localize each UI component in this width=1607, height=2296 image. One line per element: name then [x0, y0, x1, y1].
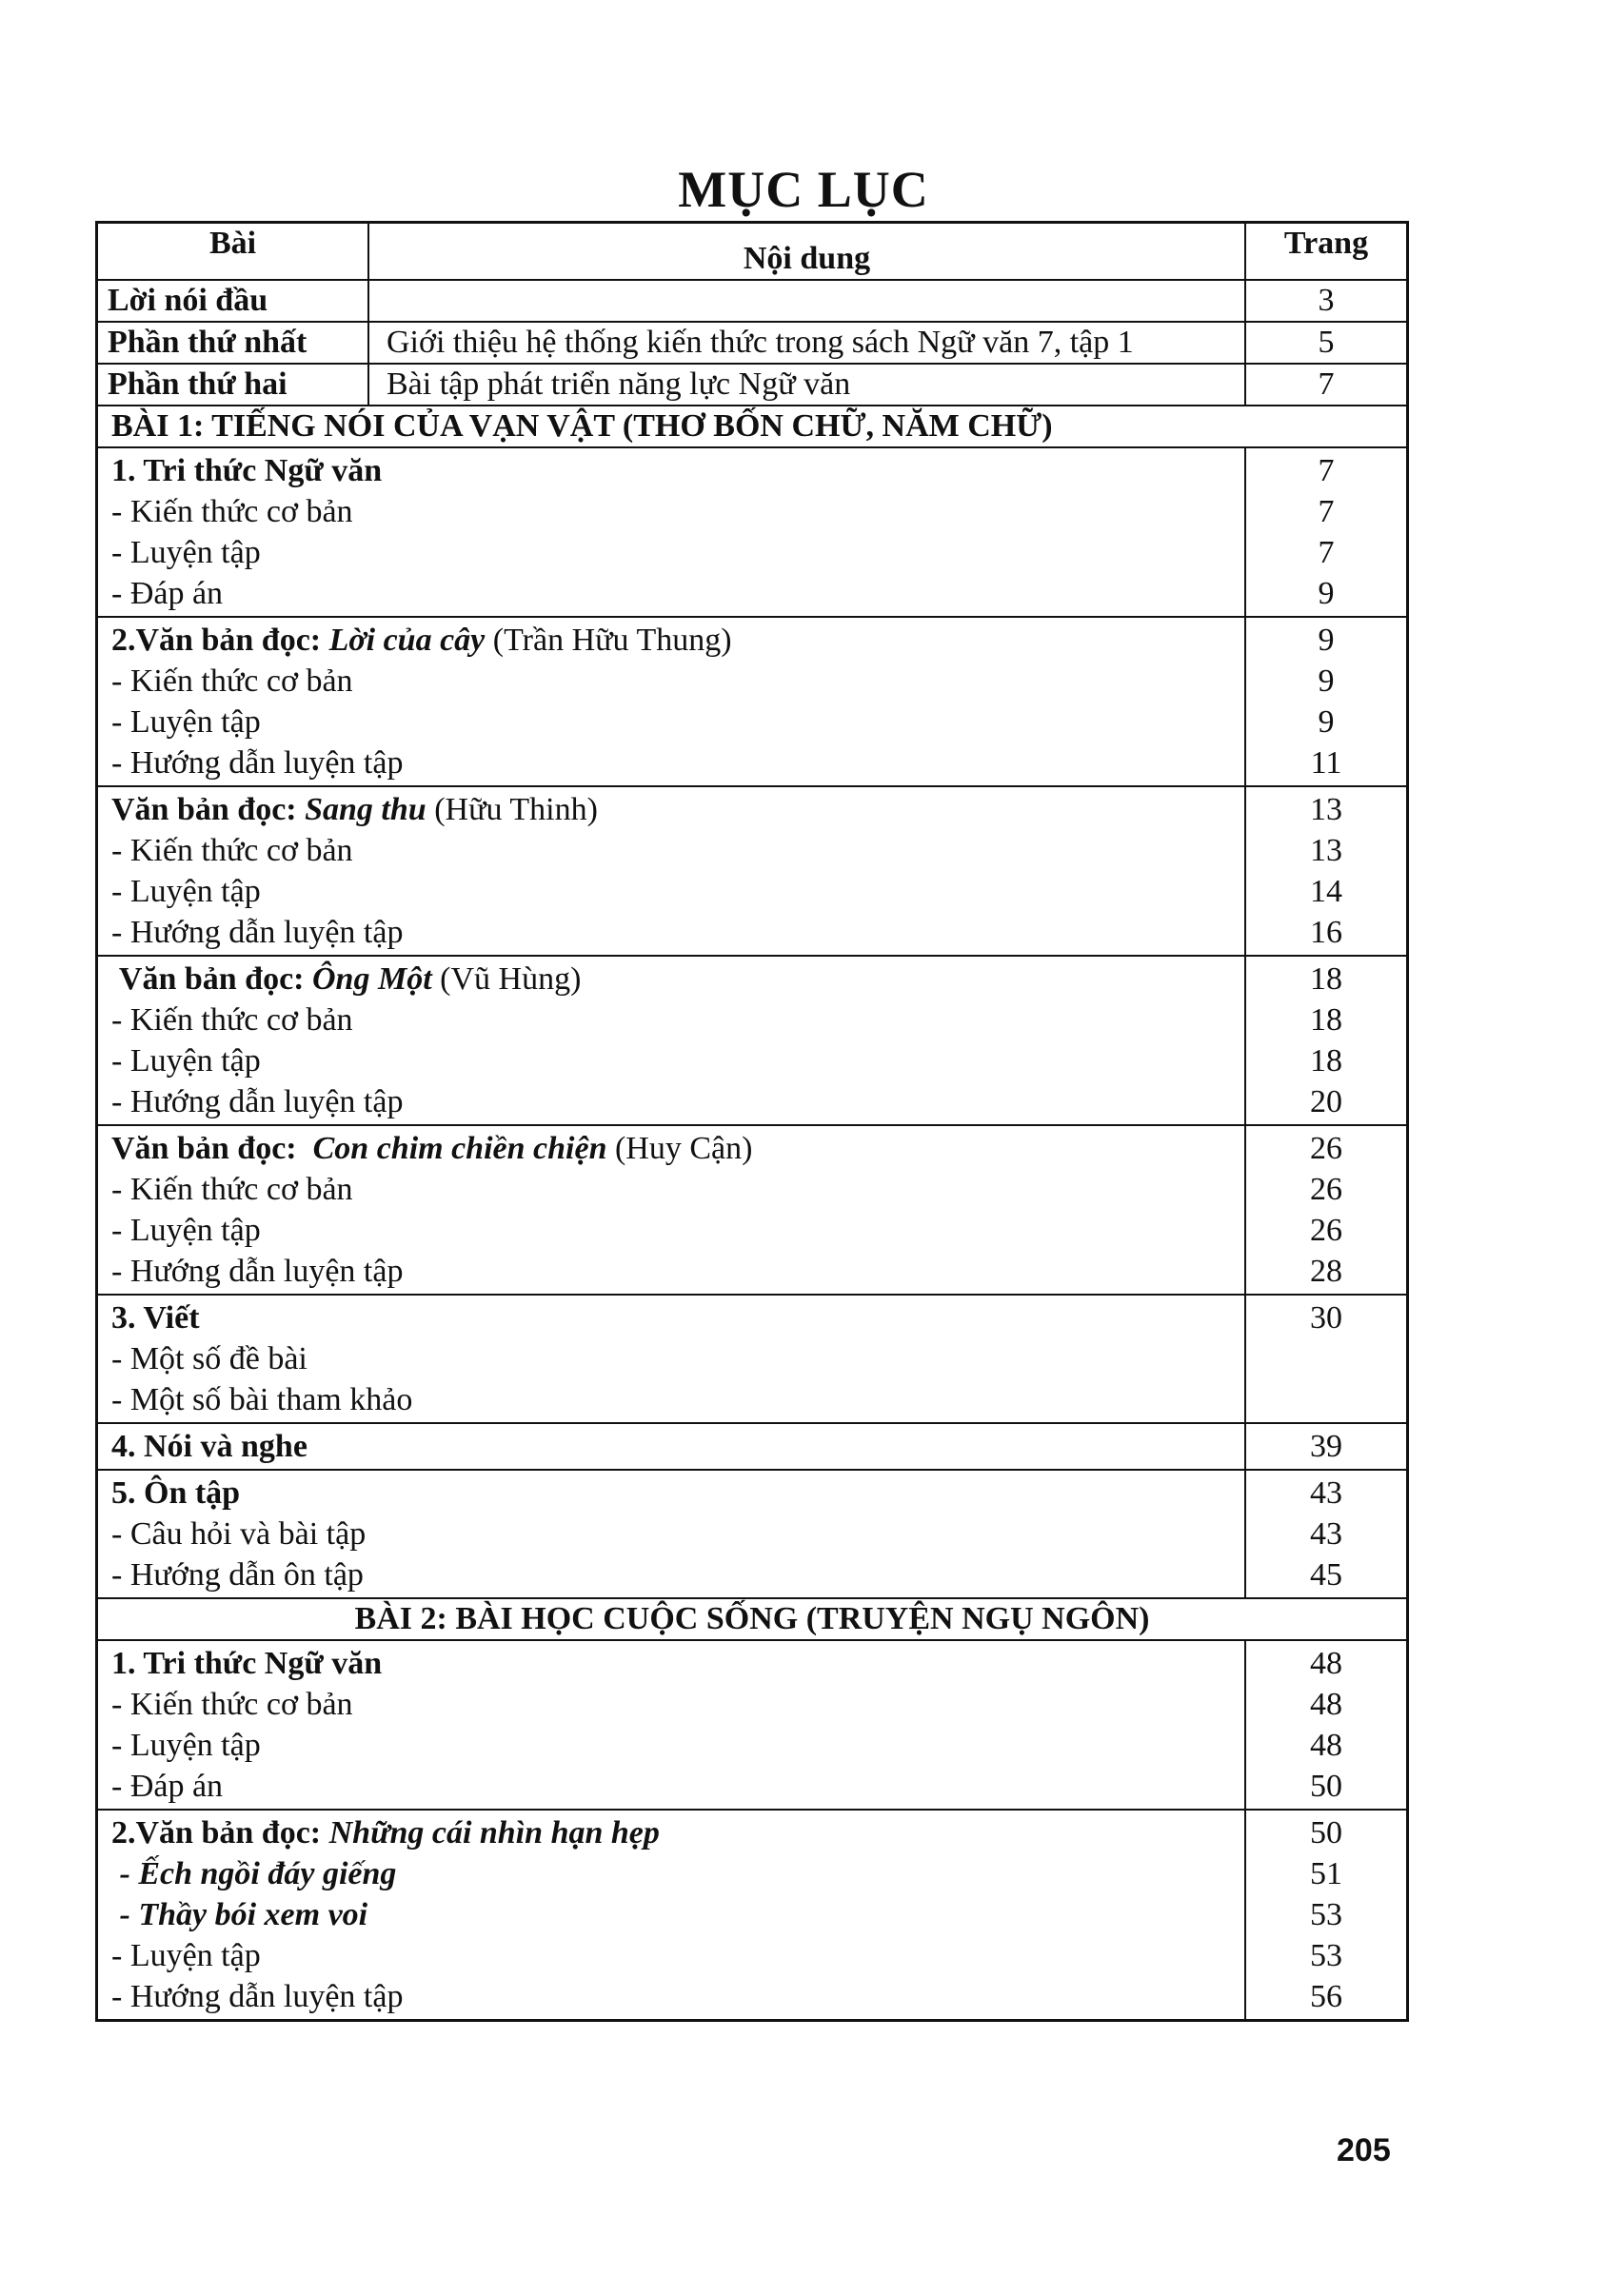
entry-page: 13	[1310, 792, 1342, 827]
toc-entry	[111, 1426, 1231, 1467]
section-pages	[1246, 1296, 1406, 1422]
toc-section-row	[98, 1471, 1406, 1599]
entry-text: - Một số đề bài	[111, 1341, 308, 1376]
table-of-contents	[95, 221, 1409, 2022]
entry-page: 28	[1310, 1254, 1342, 1289]
toc-entry	[111, 1040, 1231, 1081]
header-lesson: Bài	[98, 224, 369, 279]
toc-front-row	[98, 365, 1406, 406]
toc-section-row	[98, 1296, 1406, 1424]
section-pages	[1246, 1641, 1406, 1809]
section-pages	[1246, 1811, 1406, 2019]
entry-page: 50	[1310, 1769, 1342, 1804]
front-page: 3	[1318, 283, 1335, 318]
entry-text: - Đáp án	[111, 1769, 224, 1804]
entry-page: 30	[1310, 1300, 1342, 1336]
header-content: Nội dung	[369, 224, 1246, 279]
section-pages	[1246, 618, 1406, 785]
section-entries	[98, 787, 1246, 955]
entry-text: 4. Nói và nghe	[111, 1429, 308, 1464]
entry-page: 9	[1318, 704, 1335, 740]
entry-page	[1246, 1338, 1406, 1379]
toc-entry	[111, 1766, 1231, 1807]
section-entries	[98, 1471, 1246, 1597]
toc-entry	[111, 742, 1231, 783]
toc-section-row	[98, 1811, 1406, 2019]
entry-page: 11	[1310, 745, 1342, 781]
entry-text: - Luyện tập	[111, 1213, 261, 1248]
section-pages	[1246, 787, 1406, 955]
toc-section-row	[98, 957, 1406, 1126]
toc-header-row	[98, 224, 1406, 281]
entry-page: 43	[1310, 1475, 1342, 1511]
front-label: Phần thứ nhất	[98, 323, 369, 363]
entry-prefix: 2.Văn bản đọc:	[111, 623, 329, 658]
toc-entry	[111, 1251, 1231, 1292]
toc-entry	[111, 1684, 1231, 1725]
entry-text: - Hướng dẫn luyện tập	[111, 1979, 404, 2014]
section-entries	[98, 1126, 1246, 1294]
entry-page: 14	[1310, 874, 1342, 909]
toc-entry	[111, 491, 1231, 532]
entry-text: - Luyện tập	[111, 535, 261, 570]
toc-entry	[111, 1338, 1231, 1379]
entry-prefix: Văn bản đọc:	[111, 1131, 313, 1166]
entry-page: 9	[1318, 663, 1335, 699]
entry-author: (Vũ Hùng)	[431, 961, 582, 997]
entry-title-italic: Lời của cây	[328, 623, 486, 658]
toc-entry	[111, 1725, 1231, 1766]
section-entries	[98, 1424, 1246, 1469]
entry-page: 16	[1310, 915, 1342, 950]
toc-entry	[111, 789, 1231, 830]
entry-title-italic: Con chim chiền chiện	[312, 1131, 607, 1166]
entry-text: - Kiến thức cơ bản	[111, 1172, 353, 1207]
entry-text: - Luyện tập	[111, 1043, 261, 1079]
section-entries	[98, 1811, 1246, 2019]
entry-page: 7	[1318, 494, 1335, 529]
front-label: Phần thứ hai	[98, 365, 369, 405]
entry-author: (Hữu Thinh)	[426, 792, 598, 827]
front-content	[369, 281, 1246, 321]
entry-prefix: Văn bản đọc:	[111, 961, 312, 997]
entry-page: 18	[1310, 1043, 1342, 1079]
entry-page: 7	[1318, 453, 1335, 488]
page-title: MỤC LỤC	[678, 161, 929, 218]
entry-text: - Câu hỏi và bài tập	[111, 1516, 367, 1552]
entry-page: 39	[1310, 1429, 1342, 1464]
section-entries	[98, 1641, 1246, 1809]
entry-page: 20	[1310, 1084, 1342, 1119]
header-page: Trang	[1283, 226, 1369, 261]
entry-text: - Kiến thức cơ bản	[111, 494, 353, 529]
entry-text: - Hướng dẫn ôn tập	[111, 1557, 364, 1593]
front-page: 7	[1318, 366, 1335, 402]
entry-text: - Kiến thức cơ bản	[111, 1687, 353, 1722]
entry-text: - Đáp án	[111, 576, 224, 611]
toc-entry	[111, 1379, 1231, 1420]
entry-text: - Một số bài tham khảo	[111, 1382, 413, 1417]
front-label: Lời nói đầu	[98, 281, 369, 321]
lesson-2-title: BÀI 2: BÀI HỌC CUỘC SỐNG (TRUYỆN NGỤ NGÔN)	[354, 1601, 1150, 1636]
entry-text: - Hướng dẫn luyện tập	[111, 745, 404, 781]
entry-title-italic: Những cái nhìn hạn hẹp	[328, 1815, 660, 1851]
toc-entry	[111, 1812, 1231, 1853]
entry-page: 43	[1310, 1516, 1342, 1552]
entry-text: 5. Ôn tập	[111, 1475, 241, 1511]
front-content: Bài tập phát triển năng lực Ngữ văn	[369, 365, 1246, 405]
entry-title-italic: - Ếch ngồi đáy giếng	[111, 1856, 397, 1891]
toc-entry	[111, 1514, 1231, 1554]
toc-front-row	[98, 323, 1406, 365]
toc-entry	[111, 1210, 1231, 1251]
entry-text: - Luyện tập	[111, 1728, 261, 1763]
toc-entry	[111, 1000, 1231, 1040]
entry-page	[1246, 1379, 1406, 1420]
entry-page: 9	[1318, 623, 1335, 658]
entry-page: 7	[1318, 535, 1335, 570]
entry-text: - Hướng dẫn luyện tập	[111, 915, 404, 950]
toc-entry	[111, 1081, 1231, 1122]
toc-entry	[111, 532, 1231, 573]
lesson-2-title-row	[98, 1599, 1406, 1641]
toc-entry	[111, 959, 1231, 1000]
section-entries	[98, 1296, 1246, 1422]
entry-title-italic: Ông Một	[312, 961, 432, 997]
toc-section-row	[98, 618, 1406, 787]
entry-text: - Luyện tập	[111, 874, 261, 909]
entry-page: 18	[1310, 961, 1342, 997]
toc-entry	[111, 1297, 1231, 1338]
toc-section-row	[98, 1424, 1406, 1471]
front-page: 5	[1318, 325, 1335, 360]
entry-title-italic: Sang thu	[305, 792, 427, 827]
entry-page: 53	[1310, 1938, 1342, 1973]
section-pages	[1246, 1424, 1406, 1469]
toc-entry	[111, 830, 1231, 871]
entry-page: 26	[1310, 1172, 1342, 1207]
section-entries	[98, 618, 1246, 785]
front-content: Giới thiệu hệ thống kiến thức trong sách Ngữ văn 7, tập 1	[369, 323, 1246, 363]
toc-entry	[111, 1976, 1231, 2017]
entry-prefix: Văn bản đọc:	[111, 792, 306, 827]
toc-entry	[111, 1554, 1231, 1595]
section-entries	[98, 448, 1246, 616]
entry-text: - Hướng dẫn luyện tập	[111, 1254, 404, 1289]
section-pages	[1246, 1126, 1406, 1294]
entry-page: 51	[1310, 1856, 1342, 1891]
lesson-1-title-row	[98, 406, 1406, 448]
entry-text: - Luyện tập	[111, 1938, 261, 1973]
toc-section-row	[98, 1126, 1406, 1296]
entry-page: 26	[1310, 1213, 1342, 1248]
entry-page: 48	[1310, 1687, 1342, 1722]
toc-section-row	[98, 1641, 1406, 1811]
entry-text: 1. Tri thức Ngữ văn	[111, 1646, 383, 1681]
entry-text: - Luyện tập	[111, 704, 261, 740]
entry-text: 1. Tri thức Ngữ văn	[111, 453, 383, 488]
entry-text: - Kiến thức cơ bản	[111, 833, 353, 868]
toc-entry	[111, 573, 1231, 614]
entry-prefix: 2.Văn bản đọc:	[111, 1815, 329, 1851]
entry-text: - Hướng dẫn luyện tập	[111, 1084, 404, 1119]
toc-entry	[111, 1169, 1231, 1210]
section-pages	[1246, 448, 1406, 616]
entry-author: (Trần Hữu Thung)	[485, 623, 732, 658]
toc-entry	[111, 871, 1231, 912]
entry-text: - Kiến thức cơ bản	[111, 663, 353, 699]
entry-text: 3. Viết	[111, 1300, 200, 1336]
entry-author: (Huy Cận)	[606, 1131, 753, 1166]
toc-section-row	[98, 787, 1406, 957]
entry-page: 56	[1310, 1979, 1342, 2014]
toc-entry	[111, 1894, 1231, 1935]
section-pages	[1246, 1471, 1406, 1597]
entry-page: 26	[1310, 1131, 1342, 1166]
entry-page: 13	[1310, 833, 1342, 868]
entry-page: 9	[1318, 576, 1335, 611]
toc-entry	[111, 1643, 1231, 1684]
toc-entry	[111, 1853, 1231, 1894]
entry-page: 45	[1310, 1557, 1342, 1593]
section-pages	[1246, 957, 1406, 1124]
toc-entry	[111, 620, 1231, 661]
toc-entry	[111, 1935, 1231, 1976]
entry-page: 53	[1310, 1897, 1342, 1932]
toc-section-row	[98, 448, 1406, 618]
section-entries	[98, 957, 1246, 1124]
entry-page: 48	[1310, 1646, 1342, 1681]
entry-page: 48	[1310, 1728, 1342, 1763]
toc-entry	[111, 912, 1231, 953]
entry-text: - Kiến thức cơ bản	[111, 1002, 353, 1038]
page-number: 205	[1337, 2132, 1391, 2168]
toc-front-row	[98, 281, 1406, 323]
toc-entry	[111, 702, 1231, 742]
toc-entry	[111, 1473, 1231, 1514]
lesson-1-title: BÀI 1: TIẾNG NÓI CỦA VẠN VẬT (THƠ BỐN CHỮ, NĂM CHỮ)	[111, 408, 1053, 444]
toc-entry	[111, 661, 1231, 702]
entry-title-italic: - Thầy bói xem voi	[111, 1897, 368, 1932]
entry-page: 18	[1310, 1002, 1342, 1038]
toc-entry	[111, 450, 1231, 491]
toc-entry	[111, 1128, 1231, 1169]
entry-page: 50	[1310, 1815, 1342, 1851]
